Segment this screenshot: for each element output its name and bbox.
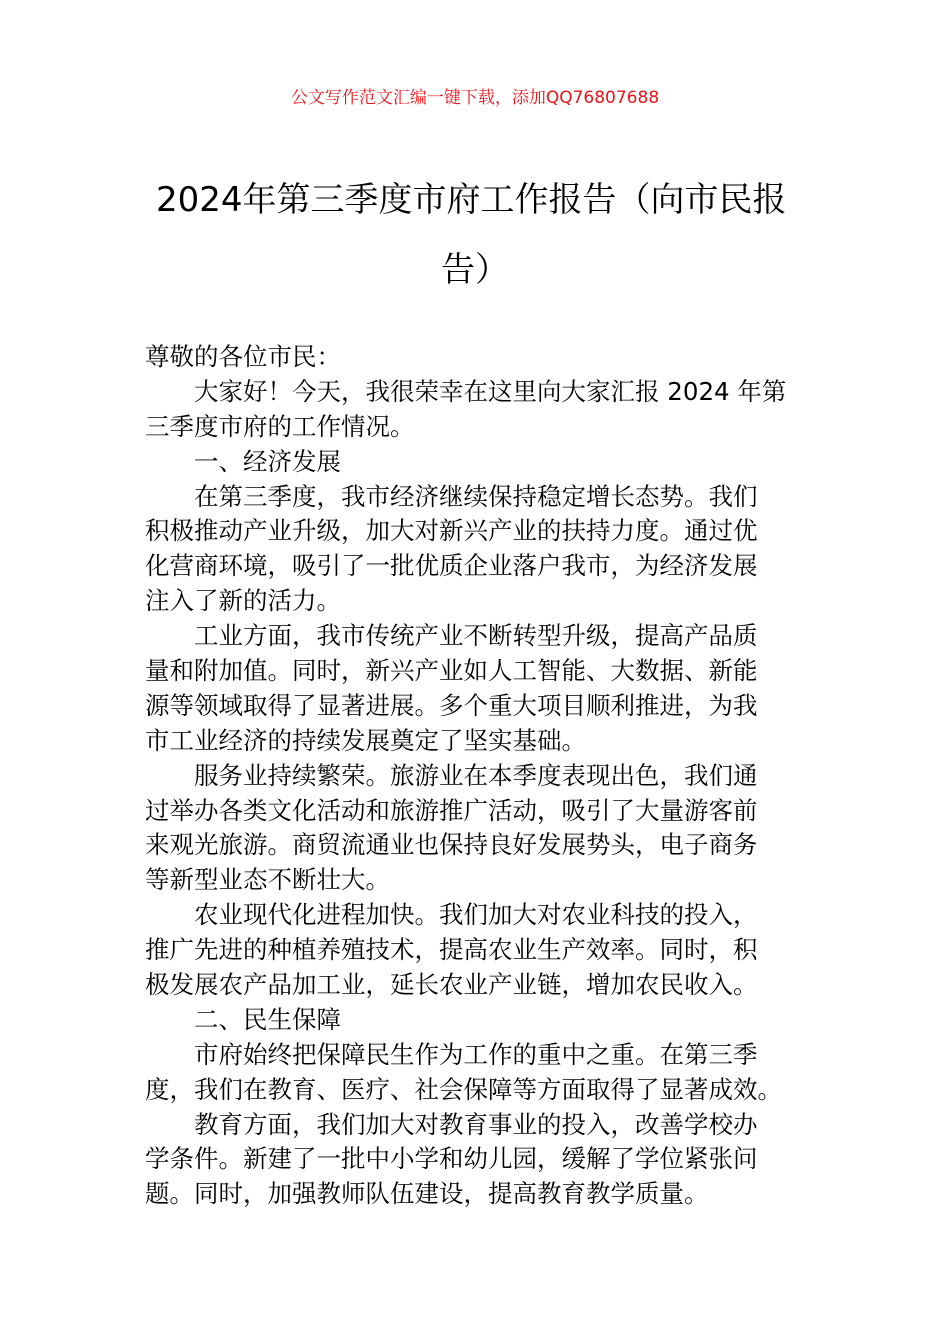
- body-line: 大家好！今天，我很荣幸在这里向大家汇报 2024 年第: [194, 376, 787, 406]
- body-line: 过举办各类文化活动和旅游推广活动，吸引了大量游客前: [145, 795, 758, 825]
- body-line: 教育方面，我们加大对教育事业的投入，改善学校办: [194, 1109, 758, 1139]
- body-line: 市府始终把保障民生作为工作的重中之重。在第三季: [194, 1039, 758, 1069]
- body-line: 注入了新的活力。: [145, 586, 341, 616]
- body-line: 在第三季度，我市经济继续保持稳定增长态势。我们: [194, 481, 758, 511]
- download-banner[interactable]: 公文写作范文汇编一键下载，添加QQ76807688: [290, 88, 660, 108]
- body-line: 题。同时，加强教师队伍建设，提高教育教学质量。: [145, 1179, 709, 1209]
- body-line: 积极推动产业升级，加大对新兴产业的扶持力度。通过优: [145, 516, 758, 546]
- body-line: 极发展农产品加工业，延长农业产业链，增加农民收入。: [145, 970, 758, 1000]
- body-line: 推广先进的种植养殖技术，提高农业生产效率。同时，积: [145, 935, 758, 965]
- body-line: 三季度市府的工作情况。: [145, 411, 415, 441]
- body-line: 工业方面，我市传统产业不断转型升级，提高产品质: [194, 621, 758, 651]
- body-line: 农业现代化进程加快。我们加大对农业科技的投入，: [194, 900, 758, 930]
- body-line: 化营商环境，吸引了一批优质企业落户我市，为经济发展: [145, 551, 758, 581]
- section-heading-economy: 一、经济发展: [194, 446, 341, 476]
- salutation: 尊敬的各位市民：: [145, 342, 341, 371]
- document-body: [145, 340, 815, 1212]
- body-line: 源等领域取得了显著进展。多个重大项目顺利推进，为我: [145, 690, 758, 720]
- body-line: 来观光旅游。商贸流通业也保持良好发展势头，电子商务: [145, 830, 758, 860]
- body-line: 度，我们在教育、医疗、社会保障等方面取得了显著成效。: [145, 1074, 782, 1104]
- document-title-line-2: 告）: [441, 250, 509, 290]
- body-line: 等新型业态不断壮大。: [145, 865, 390, 895]
- body-line: 服务业持续繁荣。旅游业在本季度表现出色，我们通: [194, 760, 758, 790]
- body-line: 学条件。新建了一批中小学和幼儿园，缓解了学位紧张问: [145, 1144, 758, 1174]
- body-line: 市工业经济的持续发展奠定了坚实基础。: [145, 725, 586, 755]
- document-title-line-1: 2024年第三季度市府工作报告（向市民报: [156, 180, 787, 220]
- section-heading-livelihood: 二、民生保障: [194, 1004, 341, 1034]
- body-line: 量和附加值。同时，新兴产业如人工智能、大数据、新能: [145, 656, 758, 686]
